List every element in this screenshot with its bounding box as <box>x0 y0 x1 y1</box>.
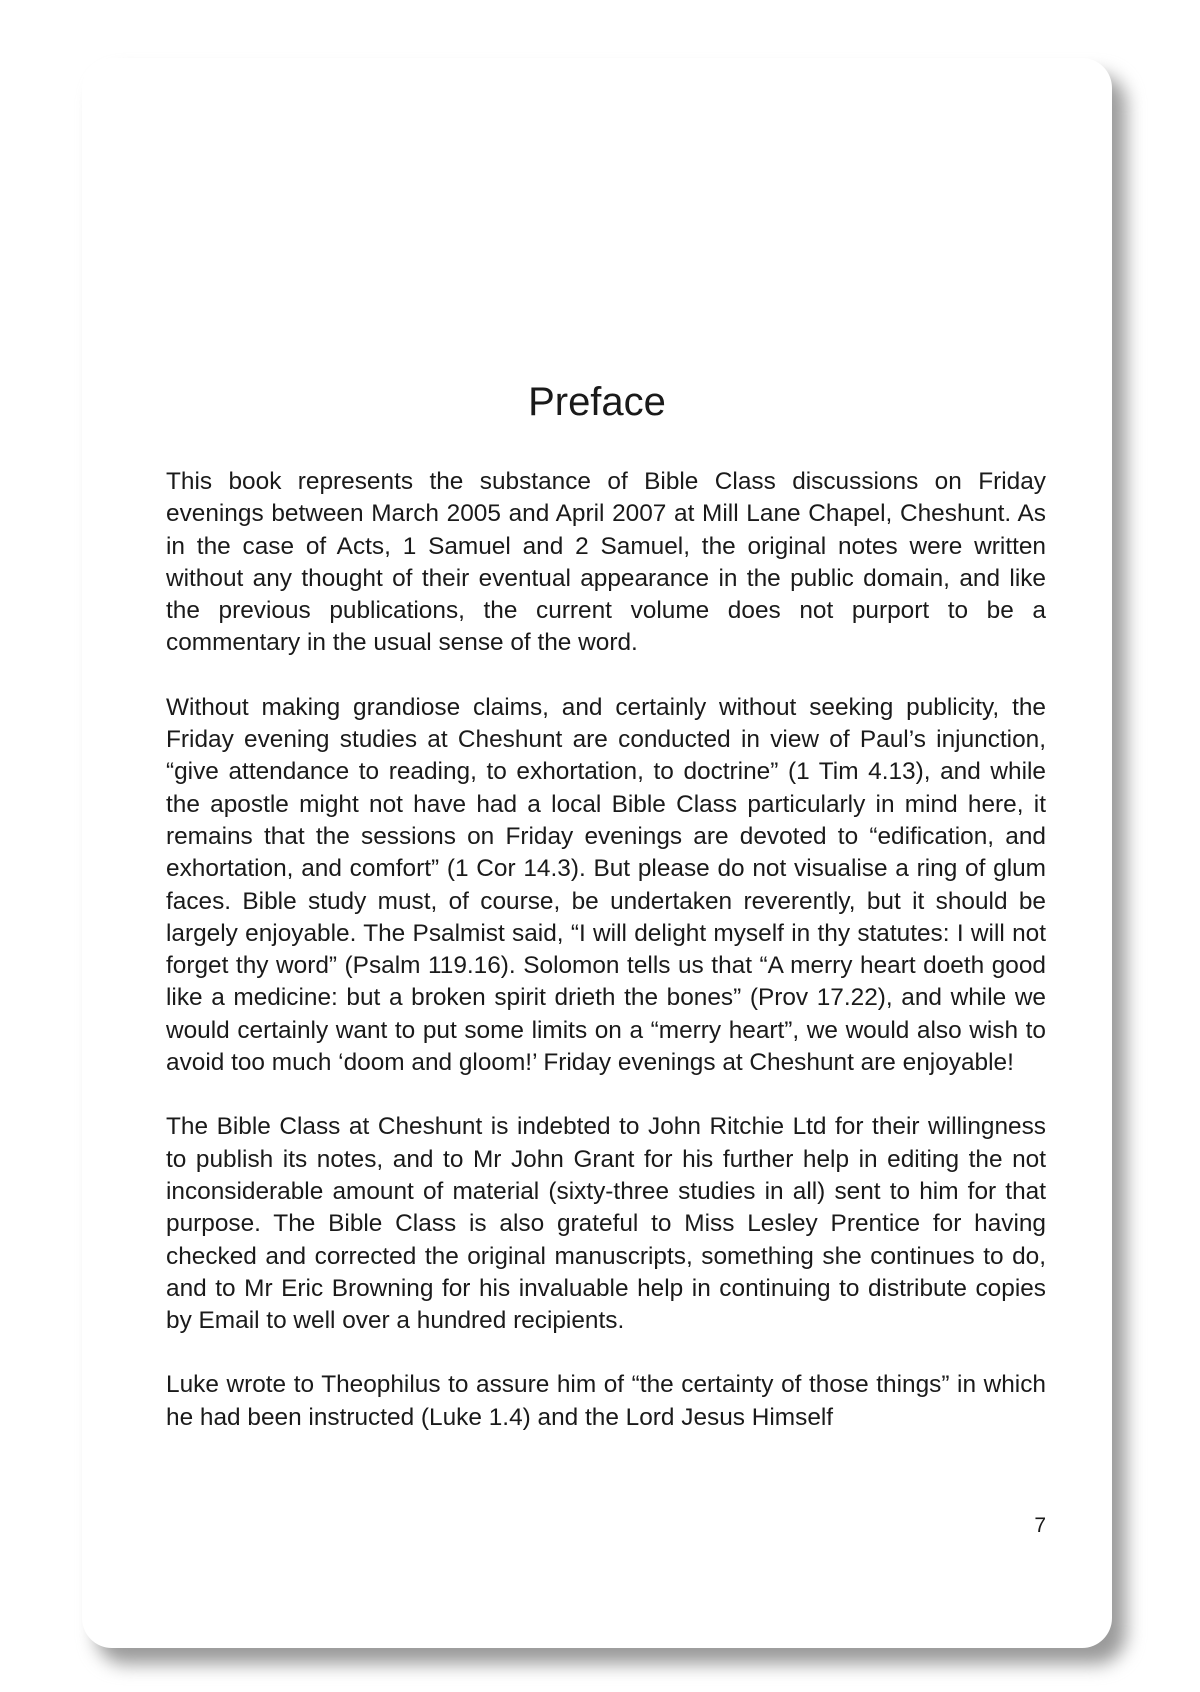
page-number: 7 <box>1034 1514 1046 1537</box>
paragraph: This book represents the substance of Bible Class discussions on Friday evenings between March 2005 and April 2007 at Mill Lane Chapel, Cheshunt. As in the case of Acts, 1 Samuel and 2 Samuel, the original notes were written without any thought of their eventual appearance in the public domain, and like the previous publications, the current volume does not purport to be a commentary in the usual sense of the word. <box>166 468 1046 657</box>
page-body <box>166 466 1046 1466</box>
paragraph: Luke wrote to Theophilus to assure him of “the certainty of those things” in which he had been instructed (Luke 1.4) and the Lord Jesus Himself <box>166 1371 1046 1431</box>
page-title: Preface <box>528 380 666 424</box>
book-page <box>82 58 1112 1648</box>
paragraph: Without making grandiose claims, and certainly without seeking publicity, the Friday evening studies at Cheshunt are conducted in view of Paul’s injunction, “give attendance to reading, to exhortation, to doctrine” (1 Tim 4.13), and while the apostle might not have had a local Bible Class particularly in mind here, it remains that the sessions on Friday evenings are devoted to “edification, and exhortation, and comfort” (1 Cor 14.3). But please do not visualise a ring of glum faces. Bible study must, of course, be undertaken reverently, but it should be largely enjoyable. The Psalmist said, “I will delight myself in thy statutes: I will not forget thy word” (Psalm 119.16). Solomon tells us that “A merry heart doeth good like a medicine: but a broken spirit drieth the bones” (Prov 17.22), and while we would certainly want to put some limits on a “merry heart”, we would also wish to avoid too much ‘doom and gloom!’ Friday evenings at Cheshunt are enjoyable! <box>166 693 1046 1077</box>
paragraph: The Bible Class at Cheshunt is indebted to John Ritchie Ltd for their willingness to publish its notes, and to Mr John Grant for his further help in editing the not inconsiderable amount of material (sixty-three studies in all) sent to him for that purpose. The Bible Class is also grateful to Miss Lesley Prentice for having checked and corrected the original manuscripts, something she continues to do, and to Mr Eric Browning for his invaluable help in continuing to distribute copies by Email to well over a hundred recipients. <box>166 1113 1046 1335</box>
